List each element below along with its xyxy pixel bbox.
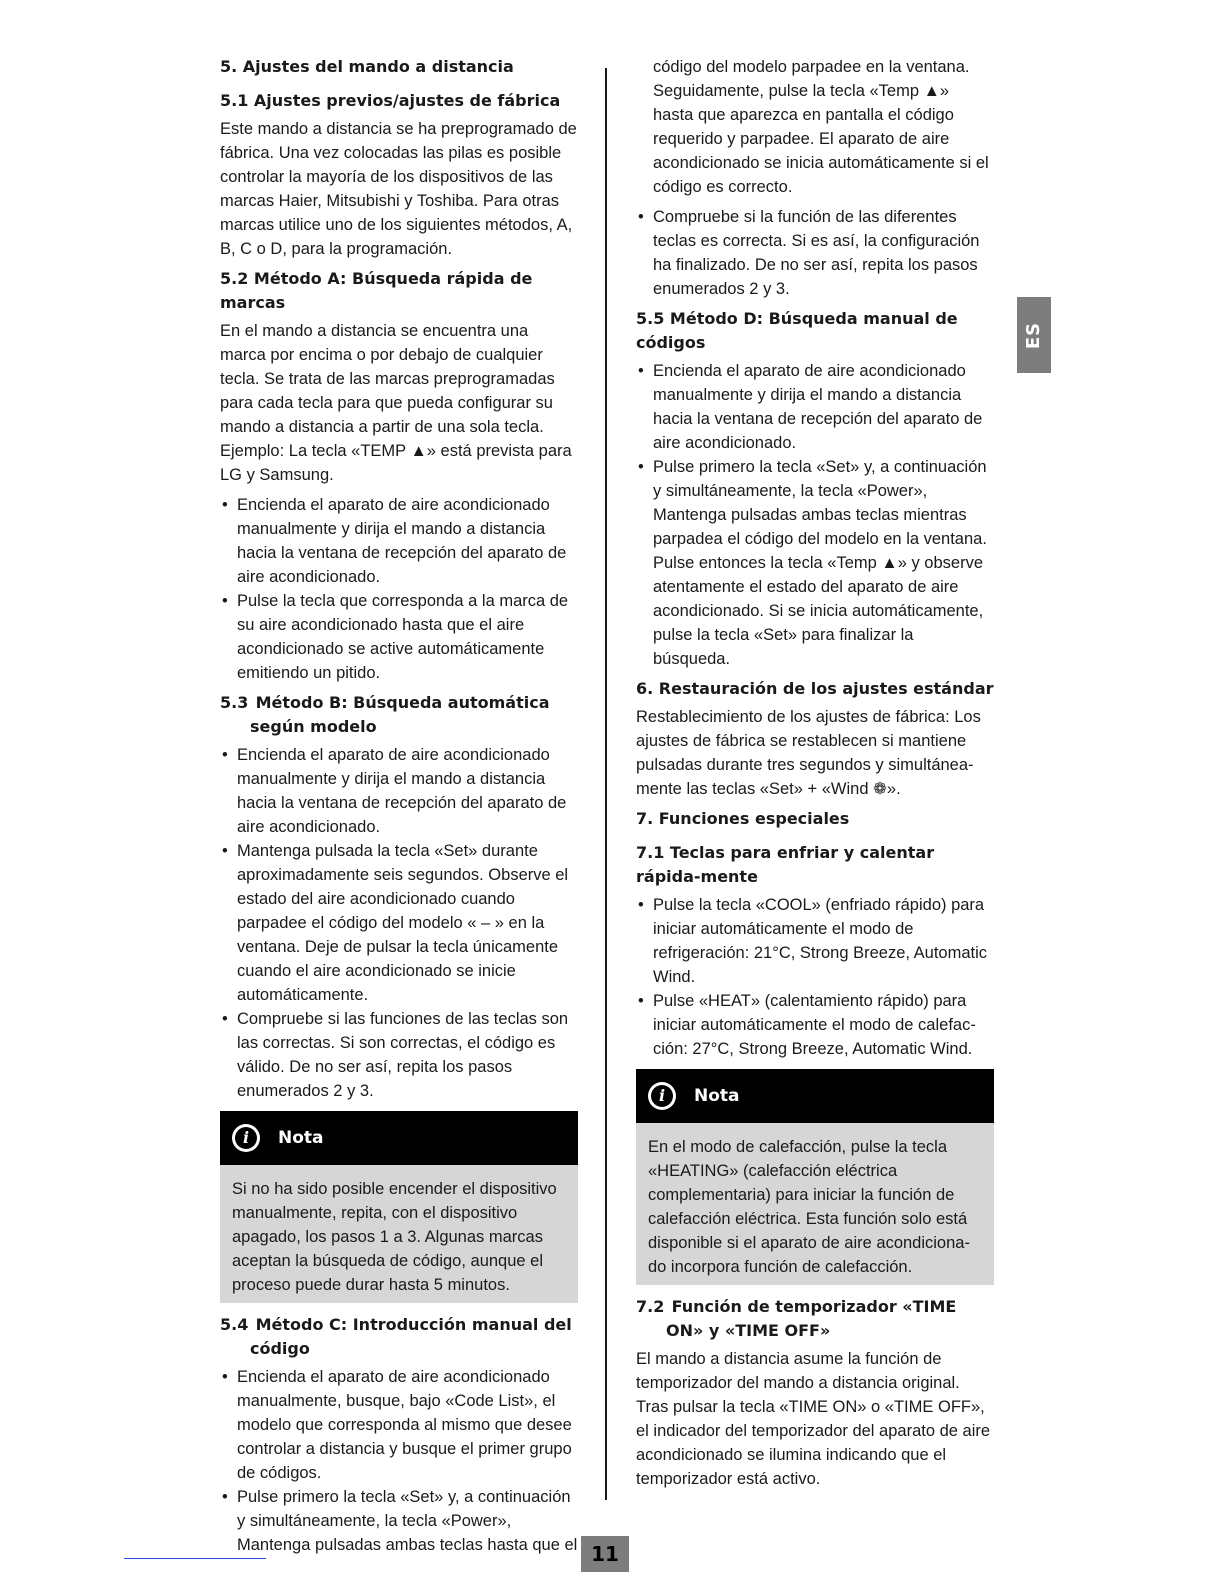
- continued-list: [636, 205, 994, 301]
- section-5-1-text: Este mando a distancia se ha preprogramado de fábrica. Una vez colocadas las pilas es posible controlar la mayoría de los dispositivos de las marcas Haier, Mitsubishi y Toshiba. Para otras marcas utilice uno de los siguientes métodos, A, B, C o D, para la programación.: [220, 120, 577, 258]
- section-5-5-heading: 5.5 Método D: Búsqueda manual de códigos: [636, 309, 958, 352]
- note-title: Nota: [278, 1128, 324, 1148]
- column-divider: [605, 68, 607, 1500]
- info-icon: i: [232, 1124, 260, 1152]
- right-column: [636, 55, 994, 1497]
- note-header: [220, 1111, 578, 1165]
- section-7-1-heading: 7.1 Teclas para enfriar y calentar rápida-mente: [636, 843, 935, 886]
- list-item: • Encienda el aparato de aire acondicionado manualmente y dirija el mando a distancia hacia la ventana de recepción del aparato de aire acondicionado.: [222, 496, 567, 586]
- section-5-3-list: [220, 743, 578, 1103]
- note-header: [636, 1069, 994, 1123]
- section-5-5-list: [636, 359, 994, 671]
- section-6-text: Restablecimiento de los ajustes de fábrica: Los ajustes de fábrica se restablecen si mantiene pulsadas durante tres segundos y simultánea-mente las teclas «Set» + «Wind ❁».: [636, 708, 981, 798]
- list-item: • Encienda el aparato de aire acondicionado manualmente y dirija el mando a distancia hacia la ventana de recepción del aparato de aire acondicionado.: [222, 746, 567, 836]
- section-5-2-heading: 5.2 Método A: Búsqueda rápida de marcas: [220, 269, 533, 312]
- list-item: • Pulse «HEAT» (calentamiento rápido) para iniciar automáticamente el modo de calefac-ción: 27°C, Strong Breeze, Automatic Wind.: [638, 992, 976, 1058]
- page-number: 11: [581, 1536, 629, 1572]
- section-5-heading: 5. Ajustes del mando a distancia: [220, 57, 514, 76]
- section-7-1-list: [636, 893, 994, 1061]
- list-item: • Pulse primero la tecla «Set» y, a continuación y simultáneamente, la tecla «Power», Mantenga pulsadas ambas teclas mientras parpadea el código del modelo en la ventana. Pulse entonces la tecla «Temp ▲» y observe atentamente el estado del aparato de aire acondicionado. Si se inicia automáticamente, pulse la tecla «Set» para finalizar la búsqueda.: [638, 458, 987, 668]
- list-item: • Pulse la tecla que corresponda a la marca de su aire acondicionado hasta que el aire acondicionado se active automáticamente emitiendo un pitido.: [222, 592, 569, 682]
- section-5-2-text: En el mando a distancia se encuentra una marca por encima o por debajo de cualquier tecla. Se trata de las marcas preprogramadas para cada tecla para que pueda configurar su mando a distancia a partir de una sola tecla. Ejemplo: La tecla «TEMP ▲» está prevista para LG y Samsung.: [220, 322, 572, 484]
- note-box-right: [636, 1069, 994, 1285]
- info-icon: i: [648, 1082, 676, 1110]
- list-item: • Encienda el aparato de aire acondicionado manualmente, busque, bajo «Code List», el modelo que corresponda al mismo que desee controlar a distancia y busque el primer grupo de códigos.: [222, 1368, 572, 1482]
- section-5-2-list: [220, 493, 578, 685]
- list-item: • Encienda el aparato de aire acondicionado manualmente y dirija el mando a distancia hacia la ventana de recepción del aparato de aire acondicionado.: [638, 362, 983, 452]
- section-5-4-heading: 5.4 Método C: Introducción manual del código: [220, 1315, 572, 1358]
- note-title: Nota: [694, 1086, 740, 1106]
- note-text: En el modo de calefacción, pulse la tecla «HEATING» (calefacción eléctrica complementaria) para iniciar la función de calefacción eléctrica. Esta función solo está disponible si el aparato de aire acondiciona-do incorpora función de calefacción.: [636, 1123, 994, 1285]
- section-5-3-heading: 5.3 Método B: Búsqueda automática según modelo: [220, 693, 550, 736]
- list-item: • Compruebe si las funciones de las teclas son las correctas. Si son correctas, el código es válido. De no ser así, repita los pasos enumerados 2 y 3.: [222, 1010, 569, 1100]
- note-text: Si no ha sido posible encender el dispositivo manualmente, repita, con el dispositivo apagado, los pasos 1 a 3. Algunas marcas aceptan la búsqueda de código, aunque el proceso puede durar hasta 5 minutos.: [220, 1165, 578, 1303]
- note-box-left: [220, 1111, 578, 1303]
- list-item: • Pulse primero la tecla «Set» y, a continuación y simultáneamente, la tecla «Power», Mantenga pulsadas ambas teclas hasta que el: [222, 1488, 578, 1554]
- continued-text: código del modelo parpadee en la ventana. Seguidamente, pulse la tecla «Temp ▲» hasta que aparezca en pantalla el código requerido y parpadee. El aparato de aire acondicionado se inicia automáticamente si el código es correcto.: [653, 58, 989, 196]
- language-tab: ES: [1017, 297, 1051, 373]
- section-7-heading: 7. Funciones especiales: [636, 809, 850, 828]
- left-column: [220, 55, 578, 1563]
- section-5-1-heading: 5.1 Ajustes previos/ajustes de fábrica: [220, 91, 561, 110]
- section-7-2-text: El mando a distancia asume la función de temporizador del mando a distancia original. Tras pulsar la tecla «TIME ON» o «TIME OFF», el indicador del temporizador del aparato de aire acondicionado se ilumina indicando que el temporizador está activo.: [636, 1350, 991, 1488]
- section-5-4-list: [220, 1365, 578, 1557]
- footer-line: [124, 1558, 266, 1559]
- list-item: • Compruebe si la función de las diferentes teclas es correcta. Si es así, la configuración ha finalizado. De no ser así, repita los pasos enumerados 2 y 3.: [638, 208, 980, 298]
- section-7-2-heading: 7.2 Función de temporizador «TIME ON» y «TIME OFF»: [636, 1297, 957, 1340]
- list-item: • Pulse la tecla «COOL» (enfriado rápido) para iniciar automáticamente el modo de refrigeración: 21°C, Strong Breeze, Automatic Wind.: [638, 896, 988, 986]
- list-item: • Mantenga pulsada la tecla «Set» durante aproximadamente seis segundos. Observe el estado del aire acondicionado cuando parpadee el código del modelo « – » en la ventana. Deje de pulsar la tecla únicamente cuando el aire acondicionado se inicie automáticamente.: [222, 842, 569, 1004]
- section-6-heading: 6. Restauración de los ajustes estándar: [636, 679, 994, 698]
